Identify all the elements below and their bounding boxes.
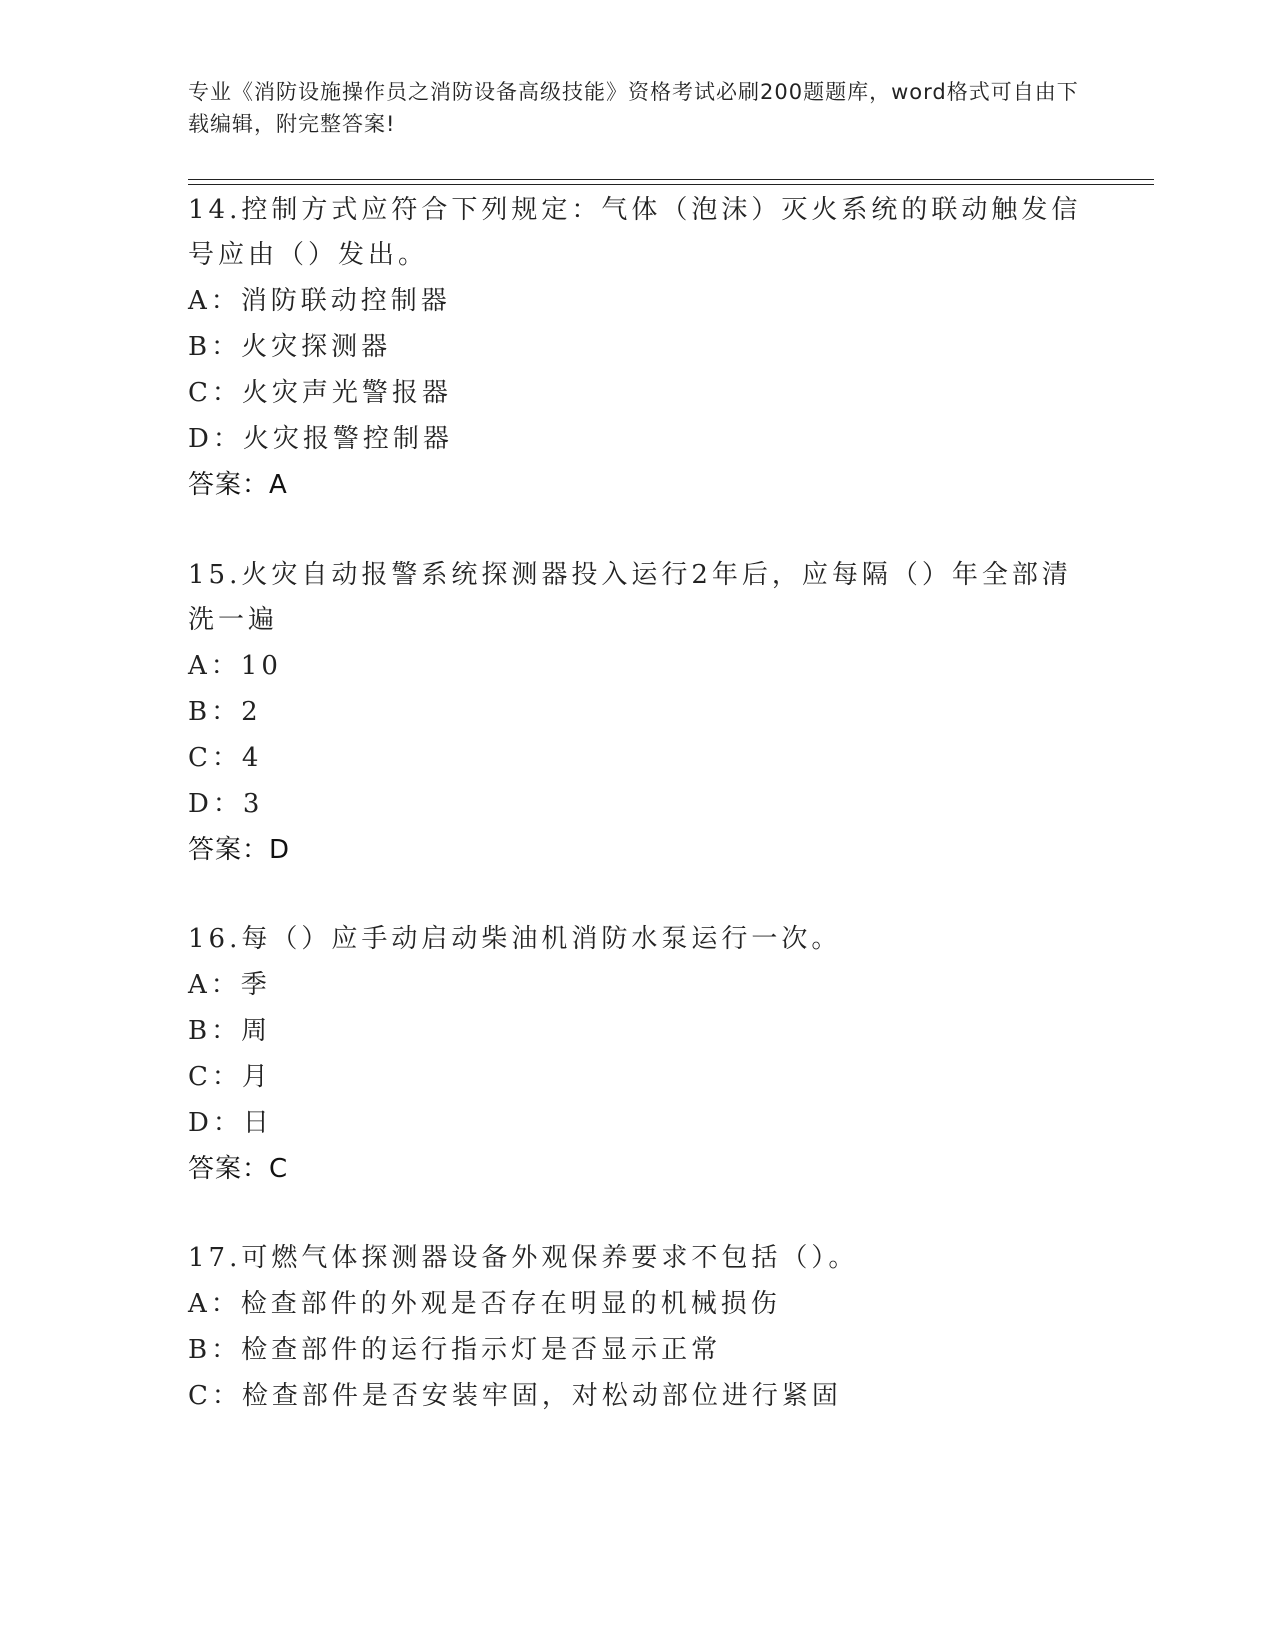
- option-a: A：10: [188, 651, 282, 681]
- option-a: A：消防联动控制器: [188, 286, 451, 316]
- option-b: B：检查部件的运行指示灯是否显示正常: [188, 1335, 722, 1365]
- option-d: D：3: [188, 789, 264, 819]
- answer-label: 答案：A: [188, 470, 288, 500]
- question-stem: 17.可燃气体探测器设备外观保养要求不包括（）。: [188, 1243, 859, 1273]
- option-b: B：火灾探测器: [188, 332, 392, 362]
- header-divider-bottom: [188, 184, 1154, 185]
- document-header: 专业《消防设施操作员之消防设备高级技能》资格考试必刷200题题库，word格式可自由下载编辑，附完整答案!: [188, 80, 1079, 136]
- question-stem: 15.火灾自动报警系统探测器投入运行2年后，应每隔（）年全部清洗一遍: [188, 560, 1072, 635]
- header-divider-top: [188, 179, 1154, 180]
- question-stem: 14.控制方式应符合下列规定：气体（泡沫）灭火系统的联动触发信号应由（）发出。: [188, 195, 1082, 270]
- option-d: D：火灾报警控制器: [188, 424, 453, 454]
- option-d: D：日: [188, 1108, 273, 1138]
- option-c: C：月: [188, 1062, 272, 1092]
- question-15: [188, 553, 1088, 873]
- question-14: [188, 188, 1088, 508]
- option-c: C：4: [188, 743, 263, 773]
- option-a: A：季: [188, 970, 271, 1000]
- question-17: [188, 1236, 1088, 1419]
- option-c: C：检查部件是否安装牢固，对松动部位进行紧固: [188, 1381, 842, 1411]
- option-c: C：火灾声光警报器: [188, 378, 452, 408]
- answer-label: 答案：C: [188, 1154, 289, 1184]
- question-16: [188, 917, 1088, 1192]
- option-b: B：2: [188, 697, 262, 727]
- option-b: B：周: [188, 1016, 272, 1046]
- answer-label: 答案：D: [188, 835, 291, 865]
- question-stem: 16.每（）应手动启动柴油机消防水泵运行一次。: [188, 924, 842, 954]
- option-a: A：检查部件的外观是否存在明显的机械损伤: [188, 1289, 781, 1319]
